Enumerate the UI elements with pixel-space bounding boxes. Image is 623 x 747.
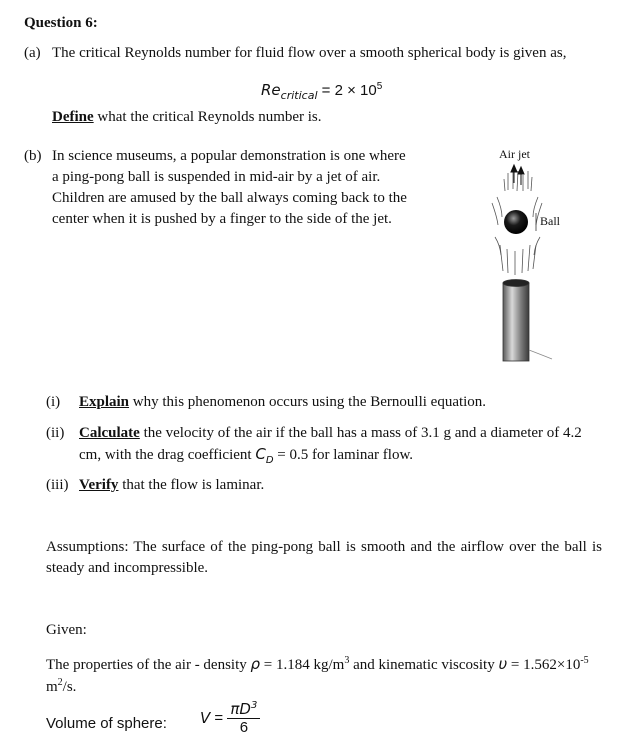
part-a-label: (a) bbox=[24, 45, 41, 61]
part-b-line-3: Children are amused by the ball always coming back to the bbox=[52, 190, 407, 206]
air-jet-label: Air jet bbox=[499, 147, 530, 161]
given-line2: m bbox=[46, 679, 58, 695]
given-text-4: = 1.562×10 bbox=[507, 657, 581, 673]
subpart-ii-line2-b: = 0.5 for laminar flow. bbox=[273, 447, 414, 463]
part-b-line-2: a ping-pong ball is suspended in mid-air by a jet of air. bbox=[52, 169, 381, 185]
ball-label: Ball bbox=[540, 214, 560, 228]
define-verb: Define bbox=[52, 109, 94, 125]
subpart-i bbox=[79, 392, 486, 413]
re-exponent: 5 bbox=[376, 81, 383, 92]
volume-lhs: V bbox=[200, 709, 211, 727]
volume-equals: = bbox=[210, 709, 224, 727]
verify-verb: Verify bbox=[79, 477, 119, 493]
given-line2-end: /s. bbox=[62, 679, 77, 695]
nu-symbol: υ bbox=[498, 655, 508, 673]
define-rest: what the critical Reynolds number is. bbox=[93, 109, 322, 125]
subpart-i-text: why this phenomenon occurs using the Bernoulli equation. bbox=[129, 394, 487, 410]
given-text-2: = 1.184 kg/m bbox=[260, 657, 345, 673]
define-line bbox=[52, 107, 322, 128]
part-b-line-1: In science museums, a popular demonstration is one where bbox=[52, 148, 406, 164]
subpart-iii-text: that the flow is laminar. bbox=[118, 477, 265, 493]
volume-numerator bbox=[227, 700, 260, 719]
volume-formula bbox=[200, 700, 260, 736]
air-jet-drawing bbox=[470, 145, 590, 370]
subpart-ii-line-1 bbox=[79, 423, 582, 444]
exp-3: 3 bbox=[344, 655, 350, 666]
subpart-ii-num: (ii) bbox=[46, 425, 65, 441]
re-subscript: critical bbox=[280, 89, 318, 102]
volume-num-text: πD bbox=[230, 700, 251, 718]
given-properties-line-2 bbox=[46, 672, 76, 698]
given-label: Given: bbox=[46, 622, 87, 638]
rho-symbol: ρ bbox=[250, 655, 261, 673]
cd-subscript: D bbox=[265, 455, 274, 466]
assumptions-text: Assumptions: The surface of the ping-pong ball is smooth and the airflow over the ball is steady and incompressible. bbox=[46, 539, 602, 576]
subpart-ii-line-2 bbox=[79, 444, 413, 471]
volume-num-exp: 3 bbox=[250, 700, 258, 711]
part-b-line-4: center when it is pushed by a finger to the side of the jet. bbox=[52, 211, 392, 227]
calculate-verb: Calculate bbox=[79, 425, 140, 441]
given-text-3: and kinematic viscosity bbox=[349, 657, 499, 673]
exp-2: 2 bbox=[57, 677, 63, 688]
re-symbol: Re bbox=[261, 81, 281, 99]
part-b-label: (b) bbox=[24, 148, 42, 164]
subpart-ii-line2-a: cm, with the drag coefficient bbox=[79, 447, 256, 463]
subpart-iii bbox=[79, 475, 264, 496]
question-title: Question 6: bbox=[24, 15, 98, 31]
volume-label: Volume of sphere: bbox=[46, 715, 167, 732]
subpart-iii-num: (iii) bbox=[46, 477, 69, 493]
volume-fraction bbox=[227, 700, 260, 736]
given-text-1: The properties of the air - density bbox=[46, 657, 251, 673]
volume-denominator: 6 bbox=[239, 719, 249, 736]
exp-neg5: -5 bbox=[580, 655, 589, 666]
subpart-i-num: (i) bbox=[46, 394, 61, 410]
critical-reynolds-equation bbox=[261, 76, 382, 106]
given-properties-line-1 bbox=[46, 650, 589, 676]
cd-symbol: C bbox=[255, 445, 266, 463]
air-jet-figure bbox=[470, 145, 590, 370]
subpart-ii-text: the velocity of the air if the ball has a mass of 3.1 g and a diameter of 4.2 bbox=[139, 425, 582, 441]
re-rhs: = 2 × 10 bbox=[321, 82, 377, 99]
part-a-text: The critical Reynolds number for fluid flow over a smooth spherical body is given as, bbox=[52, 45, 567, 61]
explain-verb: Explain bbox=[79, 394, 130, 410]
